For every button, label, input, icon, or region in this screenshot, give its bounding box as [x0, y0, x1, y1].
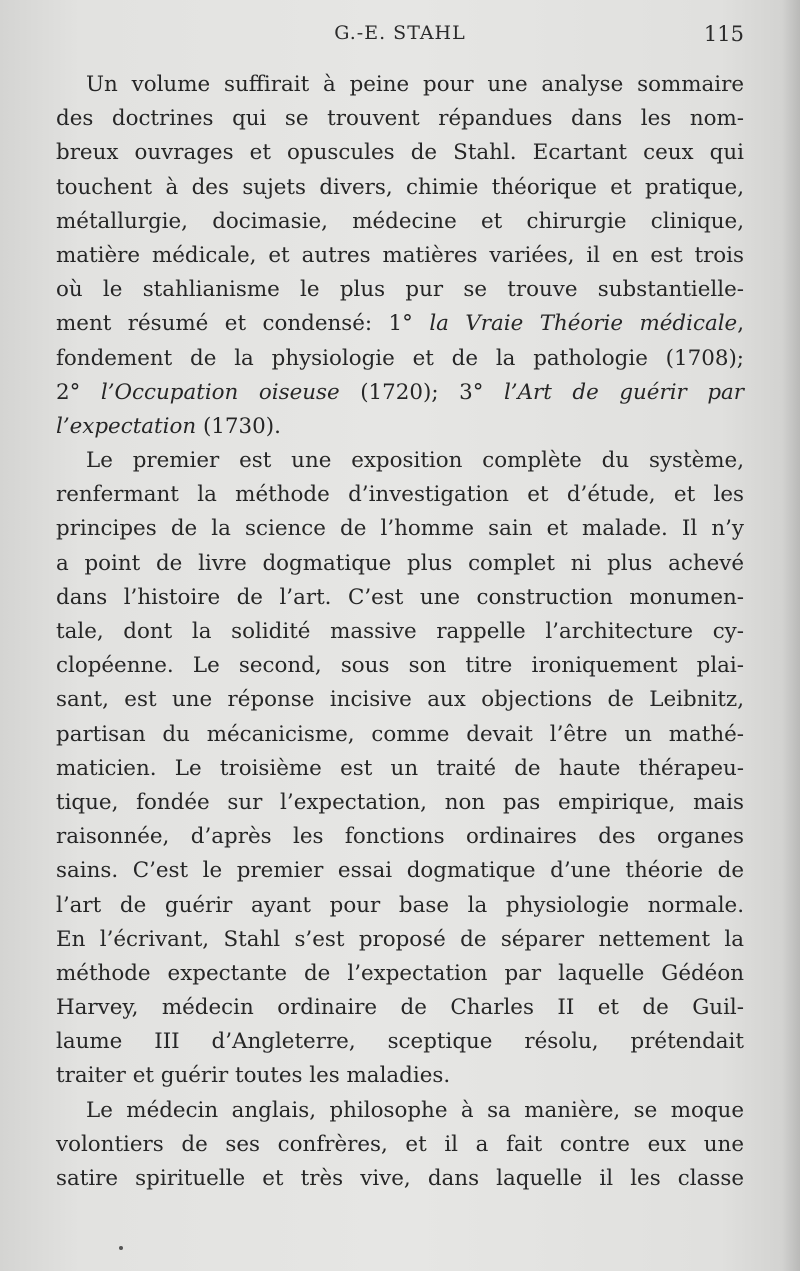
body-text	[56, 68, 744, 1196]
text-line: l’art de guérir ayant pour base la physiologie normale.	[56, 892, 744, 918]
text-line: satire spirituelle et très vive, dans laquelle il les classe	[56, 1166, 744, 1191]
text-line: laume III d’Angleterre, sceptique résolu, prétendait	[56, 1029, 744, 1055]
text-line: maticien. Le troisième est un traité de haute thérapeu-	[56, 755, 744, 781]
italic-title: l’Occupation oiseuse	[100, 379, 340, 405]
text-line: Harvey, médecin ordinaire de Charles II et de Guil-	[56, 995, 744, 1021]
text-line: principes de la science de l’homme sain et malade. Il n’y	[56, 516, 744, 542]
text-line: méthode expectante de l’expectation par laquelle Gédéon	[56, 960, 744, 986]
text-line-with-title: l’expectation (1730).	[56, 413, 281, 439]
text-line: où le stahlianisme le plus pur se trouve substantielle-	[56, 277, 744, 303]
text-line: touchent à des sujets divers, chimie théorique et pratique,	[56, 174, 744, 200]
text-line: Le médecin anglais, philosophe à sa manière, se moque	[86, 1097, 744, 1123]
text-line: métallurgie, docimasie, médecine et chirurgie clinique,	[56, 208, 744, 234]
text-line: En l’écrivant, Stahl s’est proposé de séparer nettement la	[56, 926, 744, 952]
text-line: renfermant la méthode d’investigation et d’étude, et les	[56, 482, 744, 508]
text-line: sains. C’est le premier essai dogmatique d’une théorie de	[56, 858, 744, 884]
ink-speck	[119, 1246, 123, 1250]
italic-title: l’expectation	[56, 413, 197, 439]
text-line: raisonnée, d’après les fonctions ordinaires des organes	[56, 824, 744, 850]
text-line: clopéenne. Le second, sous son titre ironiquement plai-	[56, 653, 744, 679]
text-line: fondement de la physiologie et de la pathologie (1708);	[56, 345, 744, 371]
text-line: tique, fondée sur l’expectation, non pas empirique, mais	[56, 789, 744, 815]
text-line: volontiers de ses confrères, et il a fait contre eux une	[56, 1131, 744, 1157]
text-line-with-title: ment résumé et condensé: 1° la Vraie Théorie médicale,	[56, 311, 745, 337]
text-line: sant, est une réponse incisive aux objections de Leibnitz,	[56, 687, 744, 713]
page-edge-shadow	[782, 0, 800, 1271]
text-line: dans l’histoire de l’art. C’est une construction monumen-	[56, 584, 744, 610]
text-line: traiter et guérir toutes les maladies.	[56, 1063, 451, 1089]
text-line: a point de livre dogmatique plus complet ni plus achevé	[56, 550, 744, 576]
text-line: Le premier est une exposition complète du système,	[86, 448, 744, 474]
italic-title: la Vraie Théorie médicale	[429, 311, 738, 337]
text-line: des doctrines qui se trouvent répandues dans les nom-	[56, 106, 744, 132]
page-header	[56, 22, 744, 56]
page-number: 115	[703, 22, 744, 46]
text-line: breux ouvrages et opuscules de Stahl. Ecartant ceux qui	[56, 140, 744, 166]
running-head: G.-E. STAHL	[334, 22, 466, 44]
text-line: tale, dont la solidité massive rappelle l’architecture cy-	[56, 619, 744, 644]
text-line: matière médicale, et autres matières variées, il en est trois	[56, 242, 744, 268]
italic-title: l’Art de guérir par	[503, 379, 744, 405]
text-line: partisan du mécanicisme, comme devait l’être un mathé-	[56, 721, 744, 747]
text-line-with-title: 2° l’Occupation oiseuse (1720); 3° l’Art de guérir par	[56, 379, 744, 405]
text-line: Un volume suffirait à peine pour une analyse sommaire	[86, 72, 744, 97]
